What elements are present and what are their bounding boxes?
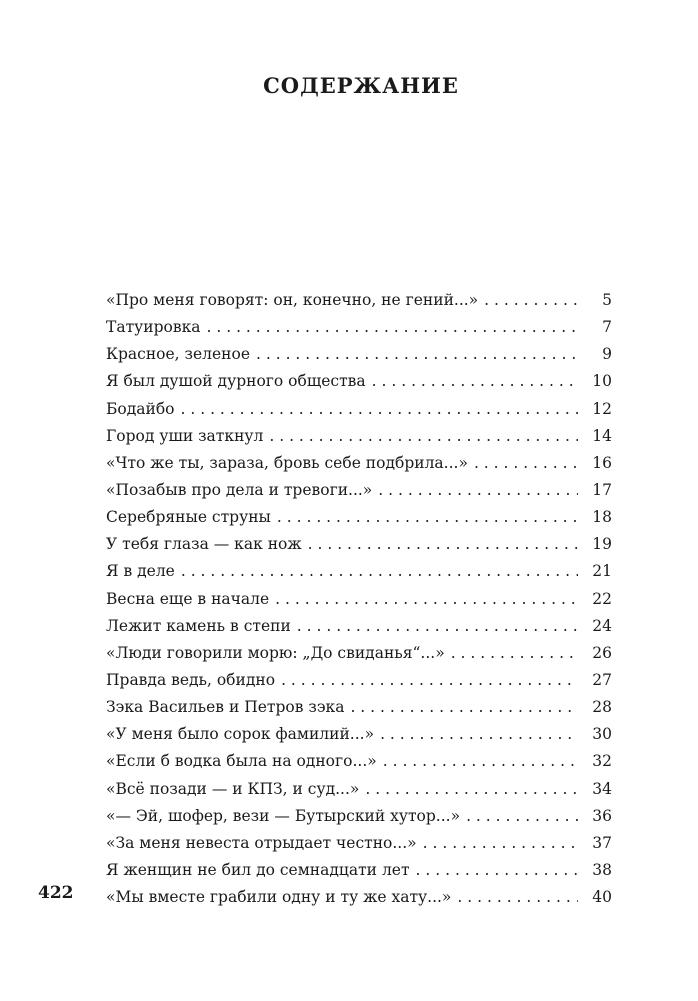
toc-entry <box>106 721 612 748</box>
toc-dot-leader <box>474 450 578 477</box>
toc-dot-leader <box>423 830 578 857</box>
toc-entry <box>106 314 612 341</box>
toc-entry <box>106 287 612 314</box>
toc-entry-title: Я в деле <box>106 562 175 581</box>
toc-entry-title: Лежит камень в степи <box>106 616 291 635</box>
toc-entry-page: 18 <box>592 508 612 527</box>
toc-entry-title: «Если б водка была на одного...» <box>106 752 377 771</box>
toc-entry-page: 30 <box>592 725 612 744</box>
toc-entry-title: Татуировка <box>106 318 201 337</box>
toc-entry-page: 32 <box>592 752 612 771</box>
toc-entry <box>106 667 612 694</box>
toc-entry-page: 38 <box>592 860 612 879</box>
toc-entry-title: Я был душой дурного общества <box>106 372 366 391</box>
toc-entry <box>106 613 612 640</box>
toc-dot-leader <box>277 504 578 531</box>
toc-dot-leader <box>181 558 578 585</box>
toc-dot-leader <box>484 287 578 314</box>
toc-entry-title: «Люди говорили морю: „До свиданья“...» <box>106 643 445 662</box>
toc-dot-leader <box>207 314 578 341</box>
toc-entry-page: 5 <box>602 291 612 309</box>
toc-entry-title: «Мы вместе грабили одну и ту же хату...» <box>106 888 452 907</box>
toc-entry-title: Зэка Васильев и Петров зэка <box>106 698 345 717</box>
toc-entry <box>106 504 612 531</box>
toc-dot-leader <box>365 776 578 803</box>
toc-entry-title: «Что же ты, зараза, бровь себе подбрила...» <box>106 453 468 472</box>
toc-entry-title: «У меня было сорок фамилий...» <box>106 725 375 744</box>
toc-dot-leader <box>350 694 578 721</box>
toc-entry-page: 19 <box>592 535 612 554</box>
toc-entry-page: 9 <box>602 345 612 364</box>
toc-entry <box>106 423 612 450</box>
toc-entry-page: 14 <box>592 426 612 445</box>
toc-entry-page: 26 <box>592 643 612 662</box>
toc-entry-page: 27 <box>592 670 612 689</box>
toc-entry-page: 24 <box>592 616 612 635</box>
toc-dot-leader <box>281 667 578 694</box>
table-of-contents <box>106 287 612 911</box>
toc-entry <box>106 586 612 613</box>
toc-entry-page: 28 <box>592 698 612 717</box>
toc-dot-leader <box>269 423 578 450</box>
toc-entry-page: 36 <box>592 806 612 825</box>
toc-entry-page: 7 <box>602 318 612 337</box>
toc-entry <box>106 558 612 585</box>
toc-entry-page: 22 <box>592 589 612 608</box>
toc-entry <box>106 477 612 504</box>
toc-dot-leader <box>451 640 578 667</box>
toc-dot-leader <box>275 586 578 613</box>
toc-entry-title: Город уши заткнул <box>106 426 264 445</box>
toc-entry-title: Красное, зеленое <box>106 345 251 364</box>
toc-dot-leader <box>297 613 578 640</box>
toc-entry <box>106 748 612 775</box>
toc-entry-title: Правда ведь, обидно <box>106 670 276 689</box>
toc-entry <box>106 694 612 721</box>
toc-entry <box>106 830 612 857</box>
toc-entry-page: 17 <box>592 480 612 499</box>
page-number: 422 <box>38 883 74 903</box>
toc-entry-title: «Позабыв про дела и тревоги...» <box>106 480 373 499</box>
toc-entry-title: Бодайбо <box>106 399 175 418</box>
toc-dot-leader <box>466 803 578 830</box>
toc-entry <box>106 803 612 830</box>
toc-entry <box>106 640 612 667</box>
page-title: СОДЕРЖАНИЕ <box>263 73 459 98</box>
toc-entry <box>106 341 612 368</box>
toc-dot-leader <box>378 477 578 504</box>
toc-entry-page: 34 <box>592 779 612 798</box>
toc-entry <box>106 857 612 884</box>
toc-dot-leader <box>308 531 578 558</box>
toc-entry-page: 10 <box>592 372 612 391</box>
toc-dot-leader <box>256 341 578 368</box>
toc-dot-leader <box>416 857 578 884</box>
toc-entry-title: «— Эй, шофер, вези — Бутырский хутор...» <box>106 806 461 825</box>
toc-dot-leader <box>457 884 578 911</box>
toc-entry <box>106 776 612 803</box>
toc-entry-title: У тебя глаза — как нож <box>106 535 302 554</box>
toc-dot-leader <box>181 396 578 423</box>
toc-entry <box>106 396 612 423</box>
toc-dot-leader <box>372 368 578 395</box>
toc-entry-title: «За меня невеста отрыдает честно...» <box>106 833 417 852</box>
toc-entry-title: «Про меня говорят: он, конечно, не гений...» <box>106 291 479 309</box>
toc-entry-page: 12 <box>592 399 612 418</box>
toc-dot-leader <box>380 721 578 748</box>
toc-entry-title: Весна еще в начале <box>106 589 270 608</box>
toc-entry <box>106 884 612 911</box>
toc-entry <box>106 368 612 395</box>
toc-entry-page: 37 <box>592 833 612 852</box>
toc-entry <box>106 450 612 477</box>
toc-entry-title: Я женщин не бил до семнадцати лет <box>106 860 410 879</box>
toc-entry-page: 16 <box>592 453 612 472</box>
toc-entry-title: Серебряные струны <box>106 508 271 527</box>
toc-dot-leader <box>383 748 578 775</box>
toc-entry-page: 21 <box>592 562 612 581</box>
toc-entry-title: «Всё позади — и КПЗ, и суд...» <box>106 779 360 798</box>
toc-entry-page: 40 <box>592 888 612 907</box>
toc-entry <box>106 531 612 558</box>
